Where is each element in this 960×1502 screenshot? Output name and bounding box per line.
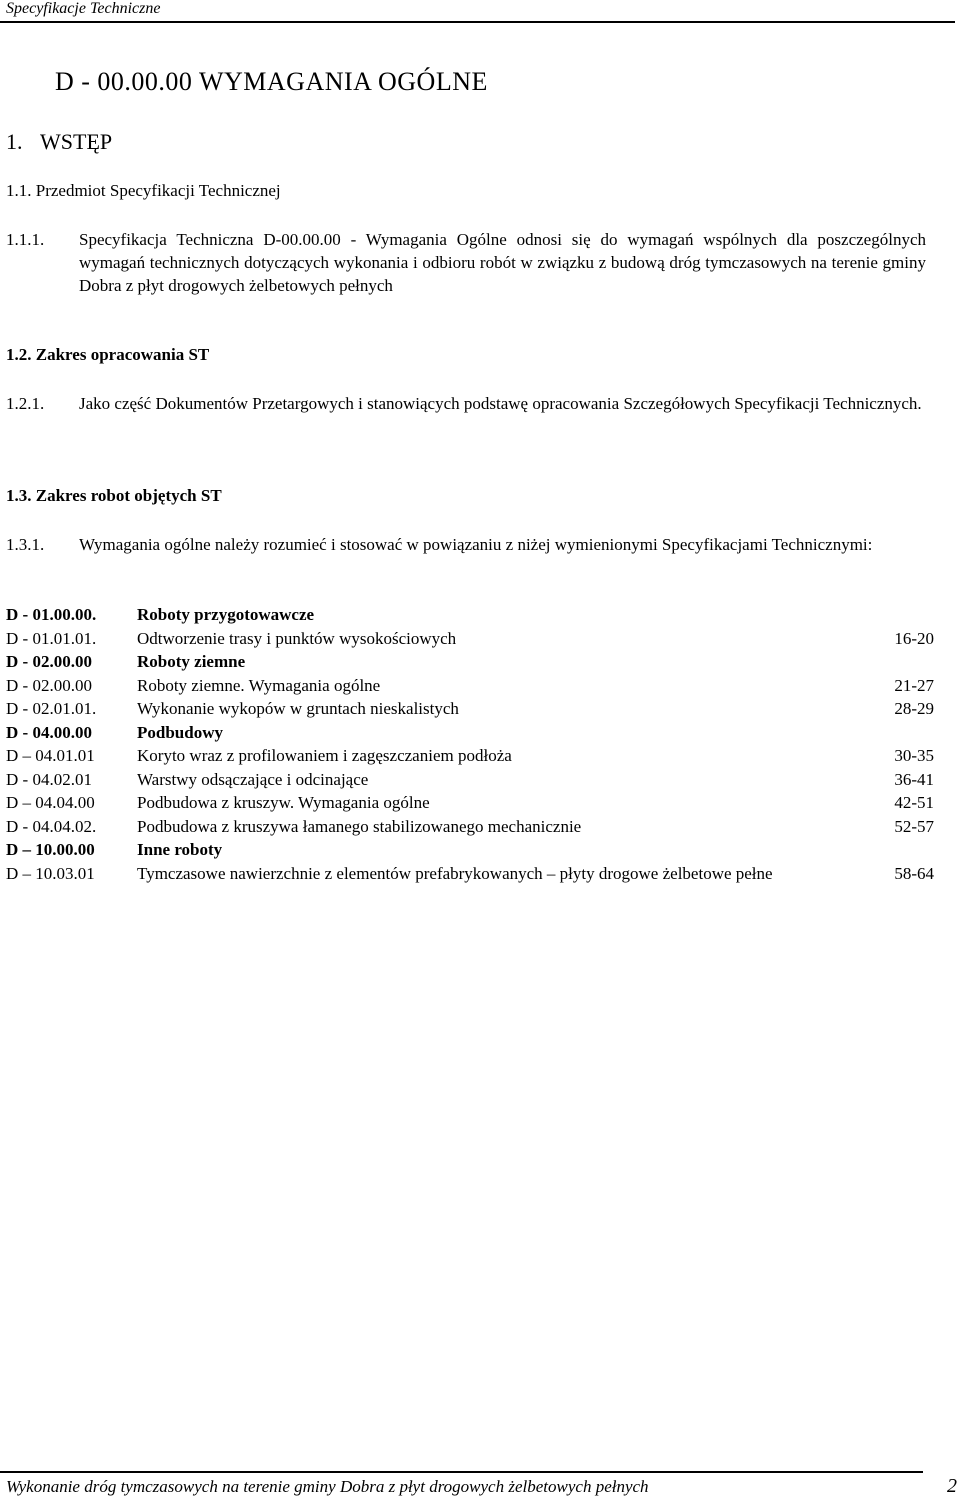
spec-title: Podbudowy (137, 722, 223, 742)
footer-rule (0, 1471, 923, 1473)
spec-pages: 28-29 (894, 699, 934, 718)
paragraph-number: 1.1.1. (6, 230, 45, 249)
spec-title: Podbudowa z kruszyw. Wymagania ogólne (137, 793, 430, 812)
spec-list-row (6, 768, 934, 792)
section-title: WSTĘP (40, 129, 113, 154)
spec-code: D - 02.00.00 (6, 675, 92, 695)
spec-code: D - 02.00.00 (6, 652, 92, 671)
spec-title: Tymczasowe nawierzchnie z elementów prefabrykowanych – płyty drogowe żelbetowe pełne (137, 863, 773, 883)
spec-code: D - 01.01.01. (6, 628, 97, 648)
paragraph-text: Jako część Dokumentów Przetargowych i stanowiących podstawę opracowania Szczegółowych Specyfikacji Technicznych. (79, 394, 922, 413)
document-title: D - 00.00.00 WYMAGANIA OGÓLNE (55, 67, 488, 96)
header-rule (0, 21, 955, 23)
spec-title: Odtworzenie trasy i punktów wysokościowych (137, 628, 457, 648)
spec-pages: 58-64 (894, 863, 934, 883)
spec-code: D – 04.01.01 (6, 746, 95, 765)
spec-list-row (6, 721, 934, 745)
spec-code: D - 04.04.02. (6, 816, 97, 836)
spec-pages: 21-27 (894, 675, 934, 695)
spec-list-row (6, 627, 934, 651)
spec-list-row (6, 838, 934, 862)
spec-list-row (6, 603, 934, 627)
spec-code: D - 02.01.01. (6, 699, 97, 718)
spec-pages: 16-20 (894, 628, 934, 648)
spec-list-row (6, 744, 934, 768)
spec-pages: 52-57 (894, 816, 934, 836)
spec-code: D – 10.00.00 (6, 840, 95, 859)
paragraph-1-2-1 (6, 392, 926, 415)
spec-pages: 30-35 (894, 746, 934, 765)
paragraph-1-3-1 (6, 533, 926, 556)
spec-title: Warstwy odsączające i odcinające (137, 769, 369, 789)
spec-code: D - 04.02.01 (6, 769, 92, 789)
spec-title: Roboty ziemne. Wymagania ogólne (137, 675, 381, 695)
paragraph-text: Wymagania ogólne należy rozumieć i stosować w powiązaniu z niżej wymienionymi Specyfikacjami Technicznymi: (79, 535, 873, 554)
spec-code: D - 04.00.00 (6, 722, 92, 742)
section-heading-1 (6, 129, 112, 155)
spec-title: Roboty ziemne (137, 652, 246, 671)
running-footer: Wykonanie dróg tymczasowych na terenie gminy Dobra z płyt drogowych żelbetowych pełnych (6, 1477, 649, 1496)
spec-code: D - 01.00.00. (6, 605, 97, 624)
spec-title: Wykonanie wykopów w gruntach nieskalistych (137, 699, 459, 718)
section-number: 1. (6, 129, 23, 154)
paragraph-number: 1.2.1. (6, 394, 45, 413)
page-number: 2 (947, 1475, 957, 1497)
spec-code: D – 10.03.01 (6, 863, 95, 883)
spec-list-row (6, 862, 934, 886)
paragraph-text: Specyfikacja Techniczna D-00.00.00 - Wymagania Ogólne odnosi się do wymagań wspólnych dla poszczególnych wymagań technicznych dotyczących wykonania i odbioru robót w związku z budową dróg tymczasowych na terenie gminy Dobra z płyt drogowych żelbetowych pełnych (79, 230, 926, 295)
spec-title: Koryto wraz z profilowaniem i zagęszczaniem podłoża (137, 746, 512, 765)
spec-title: Inne roboty (137, 840, 223, 859)
subsection-heading-1-3: 1.3. Zakres robot objętych ST (6, 486, 222, 505)
subsection-heading-1-1: 1.1. Przedmiot Specyfikacji Technicznej (6, 181, 281, 200)
spec-list (6, 603, 934, 885)
spec-pages: 42-51 (894, 793, 934, 812)
spec-title: Roboty przygotowawcze (137, 605, 315, 624)
spec-list-row (6, 697, 934, 721)
subsection-heading-1-2: 1.2. Zakres opracowania ST (6, 345, 210, 364)
spec-code: D – 04.04.00 (6, 793, 95, 812)
spec-list-row (6, 674, 934, 698)
spec-list-row (6, 815, 934, 839)
paragraph-number: 1.3.1. (6, 535, 45, 554)
spec-list-row (6, 791, 934, 815)
spec-title: Podbudowa z kruszywa łamanego stabilizowanego mechanicznie (137, 816, 582, 836)
spec-list-row (6, 650, 934, 674)
running-header: Specyfikacje Techniczne (6, 0, 161, 17)
paragraph-1-1-1 (6, 228, 926, 297)
spec-pages: 36-41 (894, 769, 934, 789)
